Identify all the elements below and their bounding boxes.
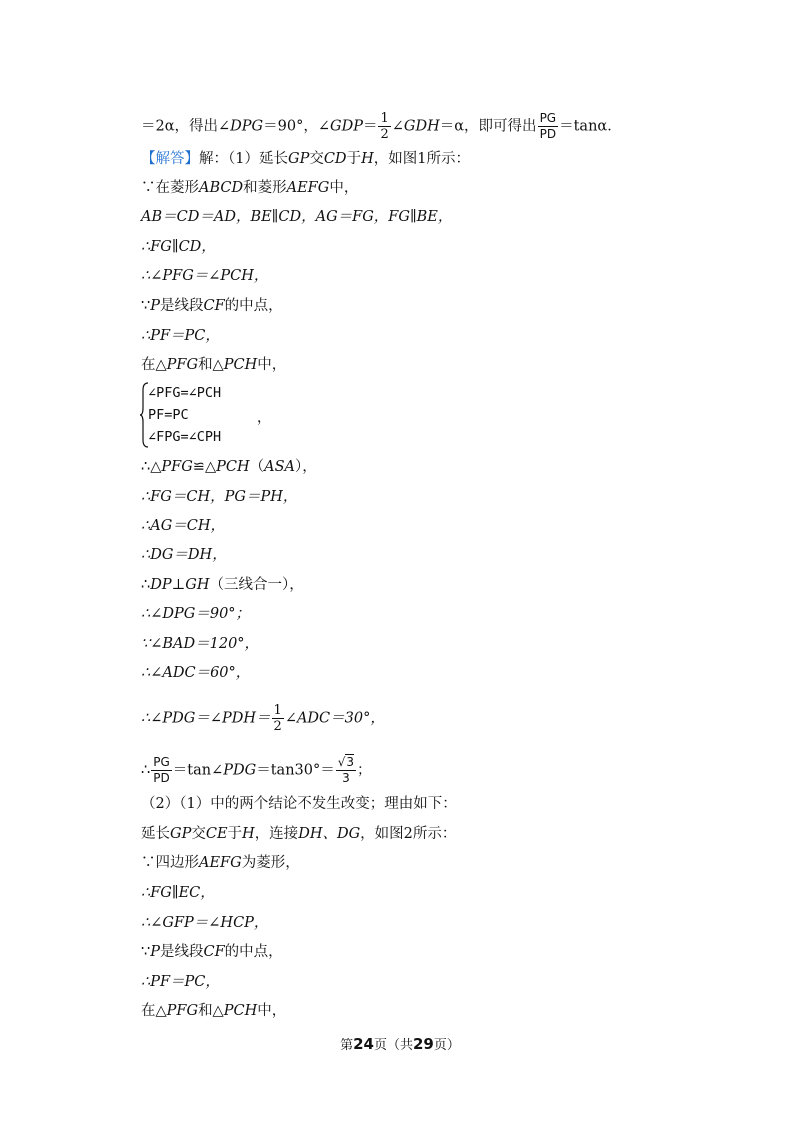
sqrt-icon: √: [337, 755, 346, 769]
text-line-19: ∴ $\frac{PG}{PD}$ ＝tan∠PDG＝tan30°＝ $\frac{√3}{3}$ ；: [141, 755, 372, 785]
equation-2: PF=PC: [148, 407, 189, 423]
text-line-13: ∴DG＝DH，: [141, 547, 227, 563]
page-total: 29: [413, 1035, 434, 1053]
text-line-5: ∴FG∥CD，: [141, 239, 216, 255]
equation-1: ∠PFG=∠PCH: [148, 385, 222, 401]
text-line-14: ∴DP⊥GH（三线合一），: [141, 577, 304, 593]
text-line-4: AB＝CD＝AD，BE∥CD，AG＝FG，FG∥BE，: [141, 209, 453, 225]
text-line-18: ∴∠PDG＝∠PDH＝ $\frac{1}{2}$ ∠ADC＝30°，: [141, 703, 385, 734]
page-number: 24: [353, 1035, 374, 1053]
text-line-23: ∴FG∥EC，: [141, 885, 215, 901]
text-line-21: 延长GP交CE于H，连接DH、DG，如图2所示：: [141, 826, 457, 842]
text-line-11: ∴FG＝CH，PG＝PH，: [141, 489, 298, 505]
text-line-25: ∵P是线段CF的中点，: [141, 944, 283, 960]
page-footer: 第24页（共29页）: [340, 1035, 460, 1053]
equation-system: [148, 382, 221, 448]
text-line-24: ∴∠GFP＝∠HCP，: [141, 915, 269, 931]
fraction-half: $\frac{1}{2}$: [380, 111, 389, 142]
text-line-16: ∵∠BAD＝120°，: [141, 636, 260, 652]
text-line-27: 在△PFG和△PCH中，: [141, 1003, 287, 1019]
text-line-26: ∴PF＝PC，: [141, 974, 220, 990]
text-line-6: ∴∠PFG＝∠PCH，: [141, 268, 269, 284]
fraction-half-2: $\frac{1}{2}$: [273, 703, 282, 734]
text-line-22: ∵四边形AEFG为菱形，: [141, 855, 300, 871]
text-line-8: ∴PF＝PC，: [141, 328, 220, 344]
fraction-root3-over-3: $\frac{√3}{3}$: [337, 755, 355, 785]
text-line-17: ∴∠ADC＝60°，: [141, 665, 251, 681]
part2-heading: （2）（1）中的两个结论不发生改变；理由如下：: [141, 796, 457, 812]
answer-tag: 【解答】: [141, 151, 199, 167]
text-line-9: 在△PFG和△PCH中，: [141, 357, 287, 373]
system-comma: ，: [257, 410, 271, 426]
text-line-15: ∴∠DPG＝90°；: [141, 606, 251, 622]
fraction-pg-pd: $\frac{PG}{PD}$: [539, 111, 557, 141]
text-line-3: ∵在菱形ABCD和菱形AEFG中，: [141, 180, 359, 196]
text-line-10: ∴△PFG≌△PCH（ASA），: [141, 459, 317, 475]
text-line-1: ＝2α，得出∠DPG＝90°，∠GDP＝ $\frac{1}{2}$ ∠GDH＝α，即可得出 $\frac{PG}{PD}$ ＝tanα．: [141, 111, 622, 142]
text-line-12: ∴AG＝CH，: [141, 518, 226, 534]
solution-heading: 【解答】解：（1）延长GP交CD于H，如图1所示：: [141, 151, 470, 167]
text-line-7: ∵P是线段CF的中点，: [141, 298, 283, 314]
fraction-pg-pd-2: $\frac{PG}{PD}$: [153, 755, 170, 785]
equation-3: ∠FPG=∠CPH: [148, 429, 222, 445]
